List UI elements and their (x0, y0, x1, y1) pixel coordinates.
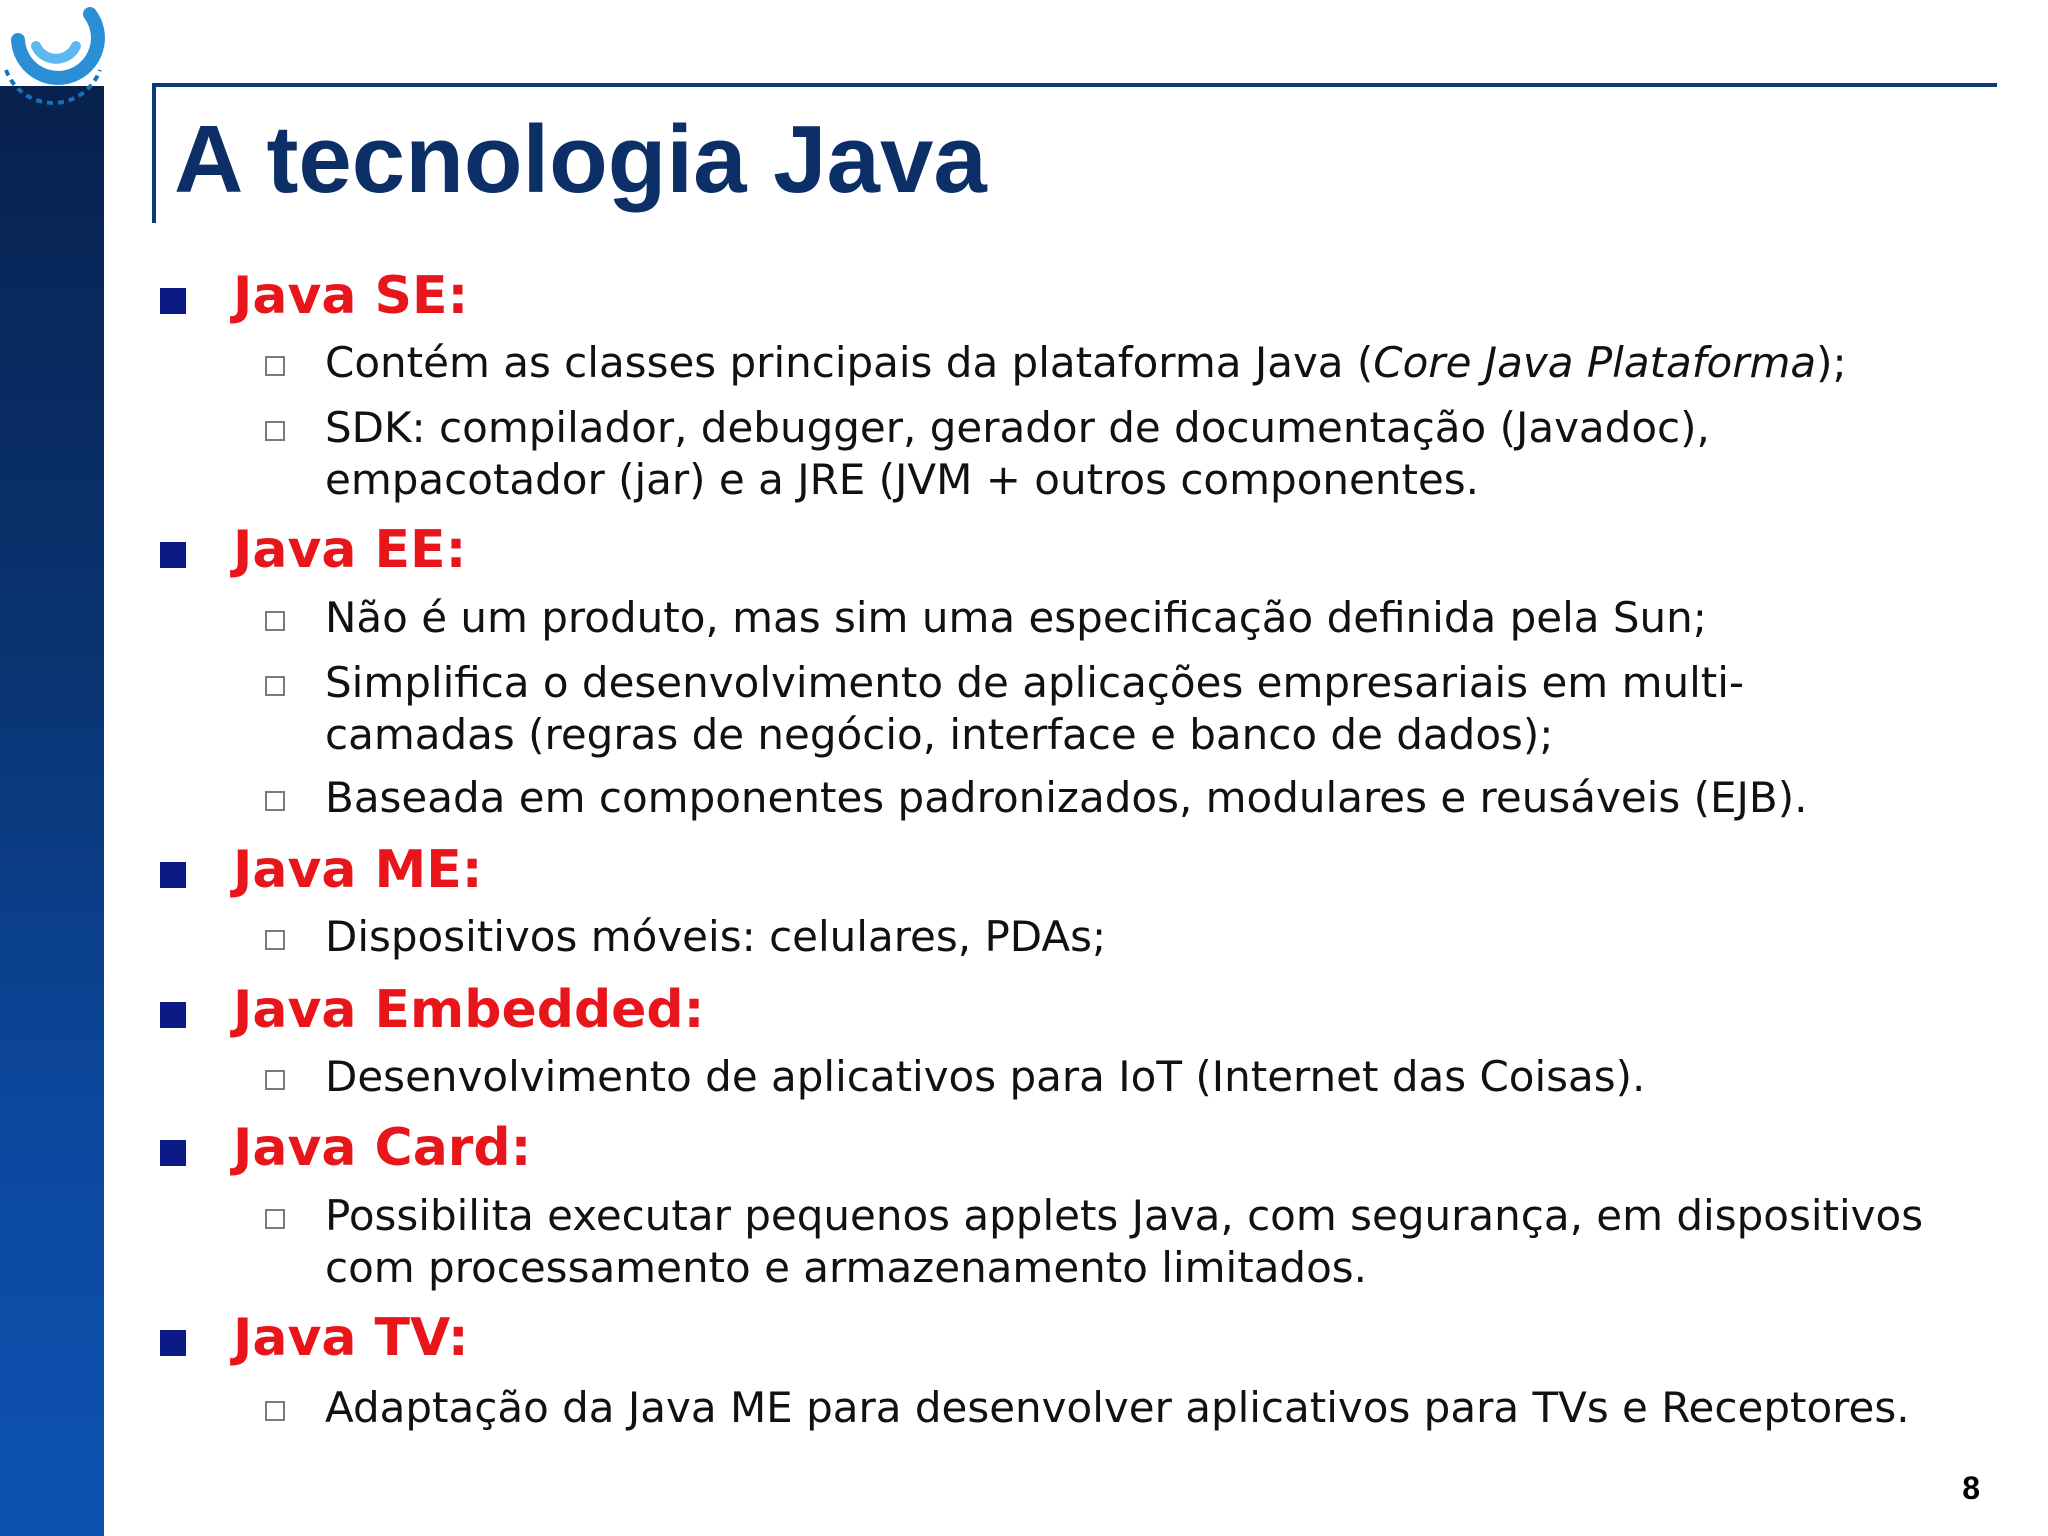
section-heading: Java Card: (233, 1118, 532, 1178)
slide-title: A tecnologia Java (174, 106, 987, 213)
item-line: empacotador (jar) e a JRE (JVM + outros componentes. (325, 455, 1480, 504)
page-number: 8 (1962, 1470, 1980, 1506)
list-item-text (325, 772, 2025, 824)
list-item-text (325, 337, 2025, 389)
section-heading: Java ME: (233, 840, 483, 900)
title-rule-top (152, 83, 1997, 87)
item-line: Baseada em componentes padronizados, modulares e reusáveis (EJB). (325, 773, 1808, 822)
section-heading: Java Embedded: (233, 980, 705, 1040)
hollow-square-bullet-icon (265, 930, 285, 950)
list-item-text (325, 1051, 2025, 1103)
hollow-square-bullet-icon (265, 421, 285, 441)
hollow-square-bullet-icon (265, 1070, 285, 1090)
item-line: Adaptação da Java ME para desenvolver aplicativos para TVs e Receptores. (325, 1383, 1910, 1432)
square-bullet-icon (160, 1330, 186, 1356)
square-bullet-icon (160, 542, 186, 568)
item-line: camadas (regras de negócio, interface e banco de dados); (325, 710, 1554, 759)
item-line: Não é um produto, mas sim uma especificação definida pela Sun; (325, 593, 1707, 642)
hollow-square-bullet-icon (265, 676, 285, 696)
square-bullet-icon (160, 862, 186, 888)
title-rule-left (152, 83, 156, 223)
list-item-text (325, 592, 2025, 644)
item-text-italic: Core Java Plataforma (1373, 338, 1817, 387)
list-item-text (325, 1382, 2025, 1434)
square-bullet-icon (160, 1140, 186, 1166)
list-item-text (325, 402, 2025, 506)
square-bullet-icon (160, 1002, 186, 1028)
list-item-text (325, 657, 2025, 761)
item-line: com processamento e armazenamento limitados. (325, 1243, 1368, 1292)
logo-icon (0, 0, 112, 112)
hollow-square-bullet-icon (265, 1209, 285, 1229)
square-bullet-icon (160, 288, 186, 314)
hollow-square-bullet-icon (265, 1401, 285, 1421)
item-text-part: Contém as classes principais da plataforma Java ( (325, 338, 1374, 387)
item-text-part: ); (1816, 338, 1847, 387)
hollow-square-bullet-icon (265, 791, 285, 811)
section-heading: Java EE: (233, 520, 467, 580)
left-decorative-bar (0, 86, 104, 1536)
item-line: Simplifica o desenvolvimento de aplicações empresariais em multi- (325, 658, 1745, 707)
item-line: Possibilita executar pequenos applets Java, com segurança, em dispositivos (325, 1191, 1924, 1240)
item-line: Desenvolvimento de aplicativos para IoT (Internet das Coisas). (325, 1052, 1646, 1101)
item-line: SDK: compilador, debugger, gerador de documentação (Javadoc), (325, 403, 1710, 452)
list-item-text (325, 911, 2025, 963)
section-heading: Java SE: (233, 266, 469, 326)
hollow-square-bullet-icon (265, 356, 285, 376)
hollow-square-bullet-icon (265, 611, 285, 631)
list-item-text (325, 1190, 2025, 1294)
section-heading: Java TV: (233, 1308, 469, 1368)
item-line: Dispositivos móveis: celulares, PDAs; (325, 912, 1107, 961)
